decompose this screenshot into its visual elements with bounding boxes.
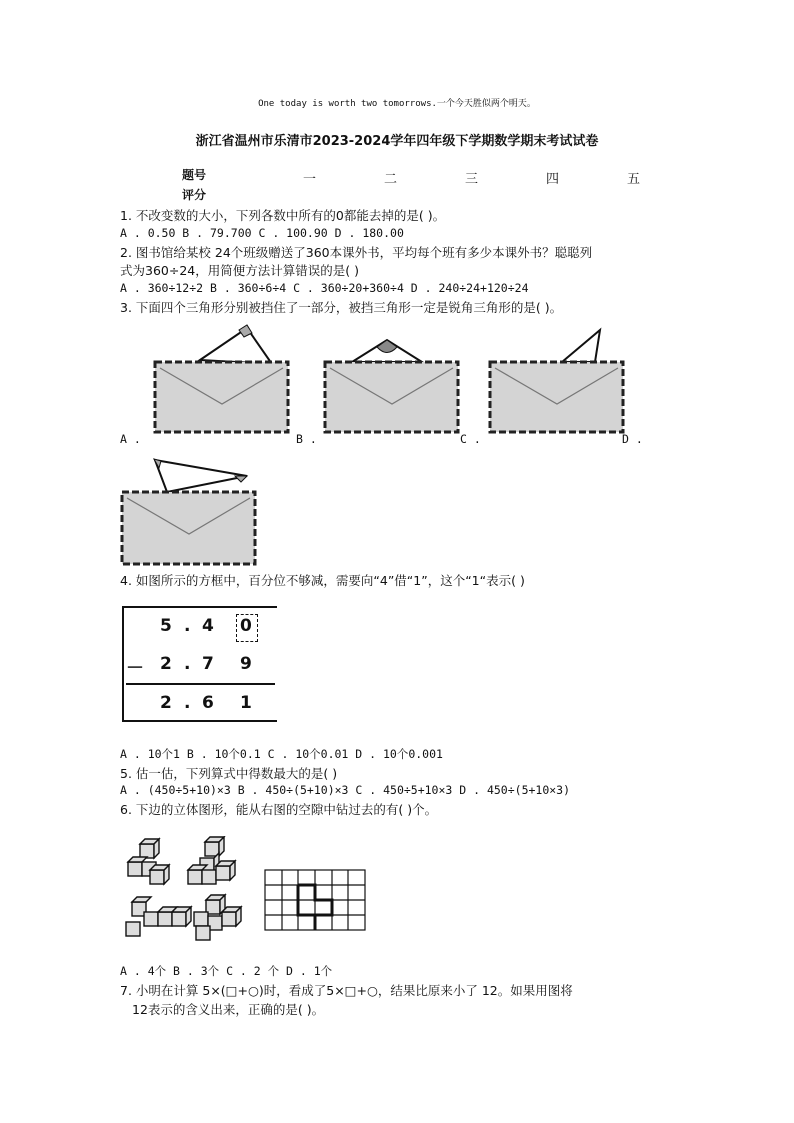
q1-stem: 1. 不改变数的大小，下列各数中所有的0都能去掉的是( )。 (120, 208, 446, 223)
subtraction-rule (126, 683, 275, 685)
minuend-digit-5: 5 (160, 616, 172, 636)
subtrahend-digit-9: 9 (240, 654, 252, 674)
cube-shape-1 (128, 839, 169, 884)
minus-sign: － (126, 658, 144, 679)
q3-figure-d (117, 452, 267, 570)
q3-label-c: C . (460, 432, 481, 446)
score-table-header-label: 题号 (182, 168, 207, 182)
minuend-point: . (184, 616, 191, 636)
triangle-c (562, 330, 600, 362)
q6-stem: 6. 下边的立体图形，能从右图的空隙中钻过去的有( )个。 (120, 802, 438, 817)
q5-options: A . (450÷5+10)×3 B . 450÷(5+10)×3 C . 450÷5+10×3 D . 450÷(5+10×3) (120, 783, 571, 797)
q4-options: A . 10个1 B . 10个0.1 C . 10个0.01 D . 10个0.001 (120, 747, 443, 761)
q1-options: A . 0.50 B . 79.700 C . 100.90 D . 180.00 (120, 226, 404, 240)
q6-figures (120, 836, 370, 944)
difference-digit-1: 1 (240, 693, 252, 713)
subtrahend-point: . (184, 654, 191, 674)
q4-stem: 4. 如图所示的方框中，百分位不够减，需要向“4”借“1”，这个“1“表示( ) (120, 573, 525, 588)
q5-stem: 5. 估一估，下列算式中得数最大的是( ) (120, 766, 338, 781)
q7-stem-line1: 7. 小明在计算 5×(□+○)时，看成了5×□+○，结果比原来小了 12。如果用图将 (120, 983, 573, 998)
score-col-2: 二 (384, 172, 398, 187)
q3-label-b: B . (296, 432, 317, 446)
q2-stem-line1: 2. 图书馆给某校 24个班级赠送了360本课外书，平均每个班有多少本课外书？聪聪列 (120, 245, 593, 260)
score-col-5: 五 (627, 172, 641, 187)
score-table-row-label: 评分 (182, 188, 207, 202)
q3-figure-a (150, 322, 295, 437)
difference-point: . (184, 693, 191, 713)
cube-shape-3 (126, 897, 191, 936)
score-col-3: 三 (465, 172, 479, 187)
envelope-a (155, 362, 288, 432)
envelope-b (325, 362, 458, 432)
subtrahend-digit-7: 7 (202, 654, 214, 674)
score-col-1: 一 (303, 172, 317, 187)
q6-options: A . 4个 B . 3个 C . 2 个 D . 1个 (120, 964, 333, 978)
q7-stem-line2: 12表示的含义出来，正确的是( )。 (132, 1002, 325, 1017)
minuend-digit-0: 0 (240, 616, 252, 636)
q3-figure-b (322, 322, 467, 437)
q3-label-a: A . (120, 432, 141, 446)
envelope-d (122, 492, 255, 564)
page-title: 浙江省温州市乐清市2023-2024学年四年级下学期数学期末考试试卷 (195, 134, 599, 149)
motto: One today is worth two tomorrows.一个今天胜似两个明天。 (258, 99, 536, 109)
subtrahend-digit-2: 2 (160, 654, 172, 674)
q2-stem-line2: 式为360÷24，用简便方法计算错误的是( ) (120, 263, 359, 278)
q3-label-d: D . (622, 432, 643, 446)
q3-stem: 3. 下面四个三角形分别被挡住了一部分，被挡三角形一定是锐角三角形的是( )。 (120, 300, 563, 315)
difference-digit-6: 6 (202, 693, 214, 713)
q2-options: A . 360÷12÷2 B . 360÷6÷4 C . 360÷20+360÷4 D . 240÷24+120÷24 (120, 281, 529, 295)
triangle-a (200, 328, 272, 364)
difference-digit-2: 2 (160, 693, 172, 713)
triangle-d (155, 460, 247, 492)
cube-shape-4 (194, 895, 241, 940)
q3-figure-c (487, 322, 632, 437)
cube-shape-2 (188, 837, 235, 884)
score-col-4: 四 (546, 172, 560, 187)
minuend-digit-4: 4 (202, 616, 214, 636)
envelope-c (490, 362, 623, 432)
